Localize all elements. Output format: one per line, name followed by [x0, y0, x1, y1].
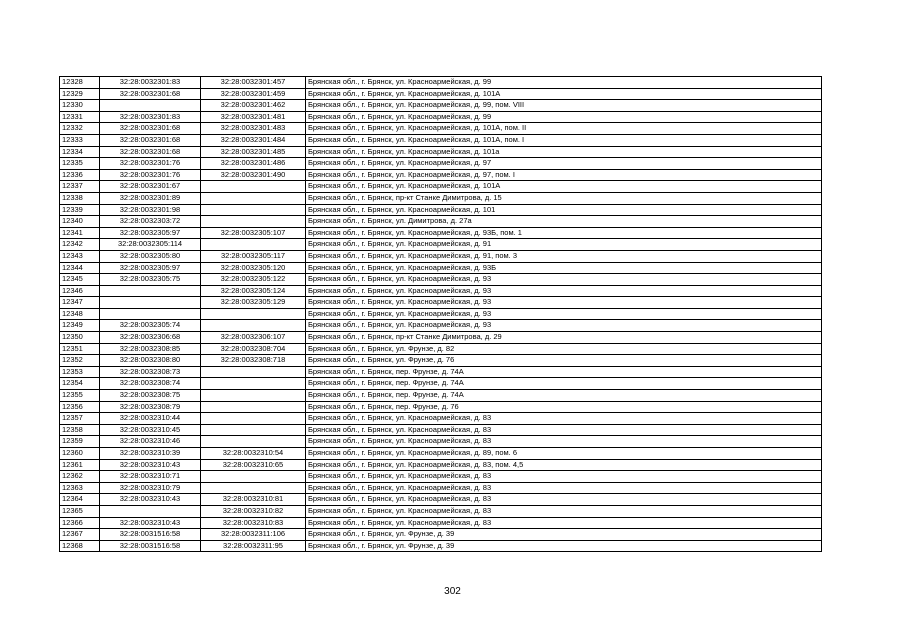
- cadastral-number-cell: 32:28:0031516:58: [100, 540, 201, 552]
- row-number-cell: 12366: [60, 517, 100, 529]
- address-cell: Брянская обл., г. Брянск, ул. Красноармейская, д. 83, пом. 4,5: [306, 459, 822, 471]
- premises-cadastral-number-cell: [201, 436, 306, 448]
- premises-cadastral-number-cell: 32:28:0032305:124: [201, 285, 306, 297]
- premises-cadastral-number-cell: 32:28:0032305:117: [201, 250, 306, 262]
- cadastral-number-cell: 32:28:0032308:74: [100, 378, 201, 390]
- address-cell: Брянская обл., г. Брянск, пер. Фрунзе, д. 74А: [306, 390, 822, 402]
- row-number-cell: 12355: [60, 390, 100, 402]
- row-number-cell: 12344: [60, 262, 100, 274]
- cadastral-number-cell: 32:28:0032301:67: [100, 181, 201, 193]
- row-number-cell: 12365: [60, 505, 100, 517]
- address-cell: Брянская обл., г. Брянск, ул. Красноармейская, д. 101А, пом. II: [306, 123, 822, 135]
- address-cell: Брянская обл., г. Брянск, ул. Красноармейская, д. 83: [306, 471, 822, 483]
- row-number-cell: 12357: [60, 413, 100, 425]
- table-row: [60, 134, 822, 146]
- table-row: [60, 262, 822, 274]
- row-number-cell: 12356: [60, 401, 100, 413]
- premises-cadastral-number-cell: [201, 401, 306, 413]
- premises-cadastral-number-cell: 32:28:0032301:459: [201, 88, 306, 100]
- cadastral-number-cell: 32:28:0032301:68: [100, 146, 201, 158]
- table-row: [60, 158, 822, 170]
- row-number-cell: 12332: [60, 123, 100, 135]
- address-cell: Брянская обл., г. Брянск, ул. Фрунзе, д. 39: [306, 529, 822, 541]
- premises-cadastral-number-cell: 32:28:0032301:485: [201, 146, 306, 158]
- row-number-cell: 12352: [60, 355, 100, 367]
- cadastral-number-cell: 32:28:0031516:58: [100, 529, 201, 541]
- cadastral-number-cell: [100, 505, 201, 517]
- premises-cadastral-number-cell: 32:28:0032310:82: [201, 505, 306, 517]
- row-number-cell: 12337: [60, 181, 100, 193]
- row-number-cell: 12353: [60, 366, 100, 378]
- address-cell: Брянская обл., г. Брянск, пер. Фрунзе, д. 74А: [306, 378, 822, 390]
- cadastral-number-cell: 32:28:0032310:39: [100, 448, 201, 460]
- table-row: [60, 123, 822, 135]
- row-number-cell: 12339: [60, 204, 100, 216]
- cadastral-number-cell: 32:28:0032301:68: [100, 88, 201, 100]
- address-cell: Брянская обл., г. Брянск, ул. Красноармейская, д. 83: [306, 436, 822, 448]
- address-cell: Брянская обл., г. Брянск, ул. Красноармейская, д. 101а: [306, 146, 822, 158]
- row-number-cell: 12335: [60, 158, 100, 170]
- cadastral-number-cell: 32:28:0032305:97: [100, 227, 201, 239]
- address-cell: Брянская обл., г. Брянск, ул. Димитрова, д. 27а: [306, 216, 822, 228]
- address-cell: Брянская обл., г. Брянск, ул. Фрунзе, д. 76: [306, 355, 822, 367]
- cadastral-number-cell: 32:28:0032303:72: [100, 216, 201, 228]
- premises-cadastral-number-cell: 32:28:0032310:83: [201, 517, 306, 529]
- premises-cadastral-number-cell: [201, 320, 306, 332]
- row-number-cell: 12342: [60, 239, 100, 251]
- table-row: [60, 424, 822, 436]
- cadastral-number-cell: [100, 308, 201, 320]
- table-body: [60, 77, 822, 552]
- address-cell: Брянская обл., г. Брянск, ул. Красноармейская, д. 89, пом. 6: [306, 448, 822, 460]
- premises-cadastral-number-cell: 32:28:0032311:95: [201, 540, 306, 552]
- address-cell: Брянская обл., г. Брянск, ул. Красноармейская, д. 83: [306, 482, 822, 494]
- row-number-cell: 12345: [60, 274, 100, 286]
- row-number-cell: 12347: [60, 297, 100, 309]
- cadastral-number-cell: 32:28:0032310:43: [100, 494, 201, 506]
- row-number-cell: 12351: [60, 343, 100, 355]
- table-row: [60, 378, 822, 390]
- premises-cadastral-number-cell: 32:28:0032301:483: [201, 123, 306, 135]
- table-row: [60, 111, 822, 123]
- table-row: [60, 100, 822, 112]
- cadastral-number-cell: 32:28:0032305:80: [100, 250, 201, 262]
- premises-cadastral-number-cell: [201, 216, 306, 228]
- table-row: [60, 146, 822, 158]
- premises-cadastral-number-cell: 32:28:0032305:122: [201, 274, 306, 286]
- cadastral-number-cell: [100, 100, 201, 112]
- table-row: [60, 216, 822, 228]
- table-row: [60, 471, 822, 483]
- table-row: [60, 274, 822, 286]
- row-number-cell: 12359: [60, 436, 100, 448]
- row-number-cell: 12349: [60, 320, 100, 332]
- table-row: [60, 529, 822, 541]
- address-cell: Брянская обл., г. Брянск, ул. Фрунзе, д. 82: [306, 343, 822, 355]
- row-number-cell: 12361: [60, 459, 100, 471]
- premises-cadastral-number-cell: [201, 378, 306, 390]
- address-cell: Брянская обл., г. Брянск, ул. Красноармейская, д. 91: [306, 239, 822, 251]
- address-cell: Брянская обл., г. Брянск, ул. Красноармейская, д. 99, пом. VIII: [306, 100, 822, 112]
- row-number-cell: 12331: [60, 111, 100, 123]
- cadastral-number-cell: 32:28:0032301:68: [100, 134, 201, 146]
- row-number-cell: 12363: [60, 482, 100, 494]
- premises-cadastral-number-cell: [201, 239, 306, 251]
- cadastral-number-cell: 32:28:0032305:75: [100, 274, 201, 286]
- address-cell: Брянская обл., г. Брянск, ул. Красноармейская, д. 93Б: [306, 262, 822, 274]
- premises-cadastral-number-cell: 32:28:0032301:457: [201, 77, 306, 89]
- address-cell: Брянская обл., г. Брянск, ул. Красноармейская, д. 93: [306, 320, 822, 332]
- page-number: 302: [444, 586, 461, 597]
- address-cell: Брянская обл., г. Брянск, пер. Фрунзе, д. 74А: [306, 366, 822, 378]
- table-row: [60, 459, 822, 471]
- table-row: [60, 494, 822, 506]
- cadastral-number-cell: 32:28:0032308:75: [100, 390, 201, 402]
- premises-cadastral-number-cell: [201, 204, 306, 216]
- cadastral-number-cell: 32:28:0032308:73: [100, 366, 201, 378]
- premises-cadastral-number-cell: [201, 471, 306, 483]
- address-cell: Брянская обл., г. Брянск, ул. Красноармейская, д. 83: [306, 505, 822, 517]
- table-row: [60, 390, 822, 402]
- row-number-cell: 12329: [60, 88, 100, 100]
- table-row: [60, 505, 822, 517]
- cadastral-number-cell: 32:28:0032308:80: [100, 355, 201, 367]
- premises-cadastral-number-cell: 32:28:0032301:462: [201, 100, 306, 112]
- premises-cadastral-number-cell: 32:28:0032306:107: [201, 332, 306, 344]
- address-cell: Брянская обл., г. Брянск, ул. Красноармейская, д. 83: [306, 413, 822, 425]
- premises-cadastral-number-cell: 32:28:0032310:65: [201, 459, 306, 471]
- premises-cadastral-number-cell: [201, 390, 306, 402]
- address-cell: Брянская обл., г. Брянск, ул. Фрунзе, д. 39: [306, 540, 822, 552]
- row-number-cell: 12330: [60, 100, 100, 112]
- address-cell: Брянская обл., г. Брянск, ул. Красноармейская, д. 101А: [306, 181, 822, 193]
- address-cell: Брянская обл., г. Брянск, ул. Красноармейская, д. 101А: [306, 88, 822, 100]
- cadastral-number-cell: 32:28:0032310:43: [100, 459, 201, 471]
- row-number-cell: 12333: [60, 134, 100, 146]
- premises-cadastral-number-cell: 32:28:0032310:54: [201, 448, 306, 460]
- address-cell: Брянская обл., г. Брянск, ул. Красноармейская, д. 101: [306, 204, 822, 216]
- cadastral-number-cell: 32:28:0032301:89: [100, 192, 201, 204]
- table-row: [60, 366, 822, 378]
- cadastral-number-cell: 32:28:0032305:97: [100, 262, 201, 274]
- table-row: [60, 355, 822, 367]
- row-number-cell: 12358: [60, 424, 100, 436]
- row-number-cell: 12336: [60, 169, 100, 181]
- table-row: [60, 320, 822, 332]
- cadastral-register-table: [59, 76, 822, 552]
- premises-cadastral-number-cell: [201, 308, 306, 320]
- row-number-cell: 12328: [60, 77, 100, 89]
- row-number-cell: 12338: [60, 192, 100, 204]
- table-row: [60, 285, 822, 297]
- table-row: [60, 540, 822, 552]
- row-number-cell: 12360: [60, 448, 100, 460]
- premises-cadastral-number-cell: 32:28:0032311:106: [201, 529, 306, 541]
- table-row: [60, 297, 822, 309]
- cadastral-number-cell: 32:28:0032301:76: [100, 158, 201, 170]
- row-number-cell: 12343: [60, 250, 100, 262]
- table-row: [60, 181, 822, 193]
- premises-cadastral-number-cell: [201, 424, 306, 436]
- premises-cadastral-number-cell: [201, 413, 306, 425]
- cadastral-number-cell: 32:28:0032301:68: [100, 123, 201, 135]
- table-row: [60, 250, 822, 262]
- premises-cadastral-number-cell: 32:28:0032305:129: [201, 297, 306, 309]
- row-number-cell: 12367: [60, 529, 100, 541]
- row-number-cell: 12348: [60, 308, 100, 320]
- premises-cadastral-number-cell: 32:28:0032301:484: [201, 134, 306, 146]
- row-number-cell: 12346: [60, 285, 100, 297]
- cadastral-number-cell: 32:28:0032310:71: [100, 471, 201, 483]
- row-number-cell: 12354: [60, 378, 100, 390]
- address-cell: Брянская обл., г. Брянск, пер. Фрунзе, д. 76: [306, 401, 822, 413]
- table-row: [60, 517, 822, 529]
- premises-cadastral-number-cell: 32:28:0032308:704: [201, 343, 306, 355]
- address-cell: Брянская обл., г. Брянск, ул. Красноармейская, д. 93: [306, 274, 822, 286]
- address-cell: Брянская обл., г. Брянск, ул. Красноармейская, д. 101А, пом. I: [306, 134, 822, 146]
- premises-cadastral-number-cell: [201, 181, 306, 193]
- table-row: [60, 239, 822, 251]
- table-row: [60, 192, 822, 204]
- table-row: [60, 308, 822, 320]
- premises-cadastral-number-cell: 32:28:0032301:481: [201, 111, 306, 123]
- address-cell: Брянская обл., г. Брянск, ул. Красноармейская, д. 93Б, пом. 1: [306, 227, 822, 239]
- table-row: [60, 343, 822, 355]
- address-cell: Брянская обл., г. Брянск, ул. Красноармейская, д. 93: [306, 285, 822, 297]
- premises-cadastral-number-cell: 32:28:0032310:81: [201, 494, 306, 506]
- cadastral-number-cell: 32:28:0032301:83: [100, 77, 201, 89]
- premises-cadastral-number-cell: [201, 482, 306, 494]
- premises-cadastral-number-cell: 32:28:0032305:107: [201, 227, 306, 239]
- row-number-cell: 12341: [60, 227, 100, 239]
- address-cell: Брянская обл., г. Брянск, ул. Красноармейская, д. 83: [306, 494, 822, 506]
- cadastral-number-cell: 32:28:0032301:83: [100, 111, 201, 123]
- cadastral-number-cell: 32:28:0032301:98: [100, 204, 201, 216]
- premises-cadastral-number-cell: [201, 192, 306, 204]
- table-row: [60, 169, 822, 181]
- cadastral-number-cell: 32:28:0032305:74: [100, 320, 201, 332]
- premises-cadastral-number-cell: 32:28:0032301:486: [201, 158, 306, 170]
- table-row: [60, 88, 822, 100]
- table-row: [60, 413, 822, 425]
- table-row: [60, 77, 822, 89]
- cadastral-number-cell: 32:28:0032306:68: [100, 332, 201, 344]
- cadastral-number-cell: 32:28:0032301:76: [100, 169, 201, 181]
- row-number-cell: 12368: [60, 540, 100, 552]
- address-cell: Брянская обл., г. Брянск, ул. Красноармейская, д. 93: [306, 297, 822, 309]
- premises-cadastral-number-cell: [201, 366, 306, 378]
- row-number-cell: 12364: [60, 494, 100, 506]
- row-number-cell: 12340: [60, 216, 100, 228]
- address-cell: Брянская обл., г. Брянск, ул. Красноармейская, д. 83: [306, 424, 822, 436]
- address-cell: Брянская обл., г. Брянск, пр-кт Станке Димитрова, д. 15: [306, 192, 822, 204]
- address-cell: Брянская обл., г. Брянск, ул. Красноармейская, д. 83: [306, 517, 822, 529]
- cadastral-number-cell: 32:28:0032310:79: [100, 482, 201, 494]
- address-cell: Брянская обл., г. Брянск, ул. Красноармейская, д. 93: [306, 308, 822, 320]
- cadastral-number-cell: 32:28:0032310:44: [100, 413, 201, 425]
- premises-cadastral-number-cell: 32:28:0032305:120: [201, 262, 306, 274]
- table-row: [60, 332, 822, 344]
- cadastral-number-cell: [100, 285, 201, 297]
- table-row: [60, 482, 822, 494]
- row-number-cell: 12334: [60, 146, 100, 158]
- premises-cadastral-number-cell: 32:28:0032308:718: [201, 355, 306, 367]
- address-cell: Брянская обл., г. Брянск, ул. Красноармейская, д. 97, пом. I: [306, 169, 822, 181]
- cadastral-number-cell: 32:28:0032310:45: [100, 424, 201, 436]
- cadastral-number-cell: 32:28:0032305:114: [100, 239, 201, 251]
- cadastral-number-cell: [100, 297, 201, 309]
- table-row: [60, 401, 822, 413]
- cadastral-number-cell: 32:28:0032308:79: [100, 401, 201, 413]
- row-number-cell: 12350: [60, 332, 100, 344]
- cadastral-number-cell: 32:28:0032310:46: [100, 436, 201, 448]
- row-number-cell: 12362: [60, 471, 100, 483]
- address-cell: Брянская обл., г. Брянск, ул. Красноармейская, д. 99: [306, 77, 822, 89]
- address-cell: Брянская обл., г. Брянск, ул. Красноармейская, д. 91, пом. 3: [306, 250, 822, 262]
- premises-cadastral-number-cell: 32:28:0032301:490: [201, 169, 306, 181]
- table-row: [60, 448, 822, 460]
- cadastral-number-cell: 32:28:0032310:43: [100, 517, 201, 529]
- table-row: [60, 227, 822, 239]
- address-cell: Брянская обл., г. Брянск, пр-кт Станке Димитрова, д. 29: [306, 332, 822, 344]
- address-cell: Брянская обл., г. Брянск, ул. Красноармейская, д. 99: [306, 111, 822, 123]
- table-row: [60, 436, 822, 448]
- cadastral-number-cell: 32:28:0032308:85: [100, 343, 201, 355]
- address-cell: Брянская обл., г. Брянск, ул. Красноармейская, д. 97: [306, 158, 822, 170]
- table-row: [60, 204, 822, 216]
